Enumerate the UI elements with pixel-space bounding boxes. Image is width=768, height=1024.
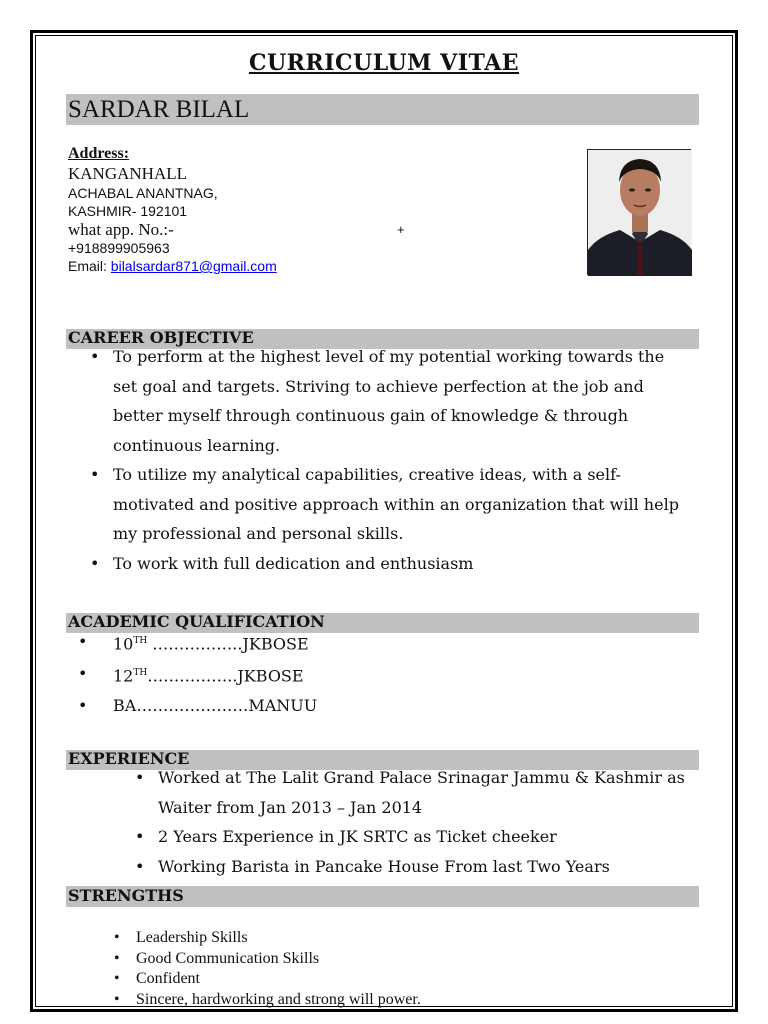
candidate-name: SARDAR BILAL: [68, 96, 250, 123]
email-link[interactable]: bilalsardar871@gmail.com: [110, 258, 277, 274]
strength-item: [114, 990, 696, 1011]
academic-item-3: [78, 691, 513, 721]
phone-number: +918899905963: [68, 240, 170, 256]
academic-degree: 10: [113, 634, 134, 654]
career-line: better myself through continuous gain of knowledge & through: [113, 406, 629, 425]
bullet: •: [114, 991, 120, 1009]
document-title: CURRICULUM VITAE: [248, 50, 520, 76]
career-item-1: [90, 342, 703, 460]
bullet: •: [90, 553, 100, 573]
career-line: To perform at the highest level of my potential working towards the: [113, 347, 665, 366]
bullet: •: [114, 929, 120, 946]
academic-item-2: [78, 659, 513, 691]
strength-text: Sincere, hardworking and strong will power.: [136, 991, 421, 1009]
bullet: •: [135, 827, 145, 846]
academic-board: ……………..JKBOSE: [147, 666, 304, 686]
career-item-2: [90, 460, 703, 549]
academic-sup: TH: [133, 636, 148, 646]
strength-item: [114, 928, 696, 949]
academic-degree: 12: [113, 666, 134, 686]
strength-text: Confident: [136, 970, 200, 988]
career-item-3: [90, 549, 703, 579]
experience-item-1: [135, 763, 703, 822]
experience-item-2: [135, 822, 703, 852]
strengths-heading: STRENGTHS: [68, 886, 184, 905]
career-line: my professional and personal skills.: [113, 524, 404, 543]
experience-line: 2 Years Experience in JK SRTC as Ticket cheeker: [158, 827, 557, 846]
experience-line: Worked at The Lalit Grand Palace Srinagar Jammu & Kashmir as: [158, 768, 685, 787]
academic-item-1: [78, 627, 513, 659]
strength-item: [114, 949, 696, 970]
experience-line: Working Barista in Pancake House From last Two Years: [158, 856, 610, 876]
bullet: •: [90, 465, 100, 484]
career-line: To utilize my analytical capabilities, creative ideas, with a self-: [113, 465, 621, 484]
plus-sign: +: [397, 222, 405, 237]
bullet: •: [114, 949, 120, 967]
bullet: •: [78, 663, 88, 683]
email-line: [68, 258, 277, 274]
academic-heading: ACADEMIC QUALIFICATION: [68, 612, 325, 631]
bullet: •: [90, 347, 100, 366]
career-line: motivated and positive approach within an organization that will help: [113, 494, 679, 514]
experience-line: Waiter from Jan 2013 – Jan 2014: [158, 797, 423, 817]
bullet: •: [78, 695, 88, 715]
academic-board: ……………..JKBOSE: [147, 634, 309, 654]
experience-item-3: [135, 852, 703, 882]
bullet: •: [114, 970, 120, 988]
experience-heading: EXPERIENCE: [68, 749, 190, 768]
address-line-3: KASHMIR- 192101: [68, 203, 188, 219]
bullet: •: [135, 768, 145, 787]
profile-photo: [587, 149, 691, 275]
experience-list: [135, 763, 703, 881]
academic-degree: BA…………………MANUU: [113, 695, 318, 715]
career-heading: CAREER OBJECTIVE: [68, 328, 254, 347]
career-line: continuous learning.: [113, 435, 281, 455]
career-line: set goal and targets. Striving to achieve perfection at the job and: [113, 376, 644, 396]
academic-list: [78, 627, 513, 720]
strength-text: Leadership Skills: [136, 929, 248, 946]
career-line: To work with full dedication and enthusiasm: [113, 553, 474, 573]
strength-text: Good Communication Skills: [136, 949, 320, 967]
whatsapp-label: what app. No.:-: [68, 220, 174, 239]
address-heading: Address:: [68, 145, 130, 162]
strengths-list: [114, 928, 696, 1009]
email-label: Email:: [68, 258, 111, 274]
bullet: •: [135, 856, 145, 876]
address-line-2: ACHABAL ANANTNAG,: [68, 185, 218, 201]
address-line-1: KANGANHALL: [68, 164, 187, 183]
career-list: [90, 342, 703, 578]
bullet: •: [78, 632, 88, 651]
academic-sup: TH: [133, 667, 148, 678]
strength-item: [114, 969, 696, 990]
